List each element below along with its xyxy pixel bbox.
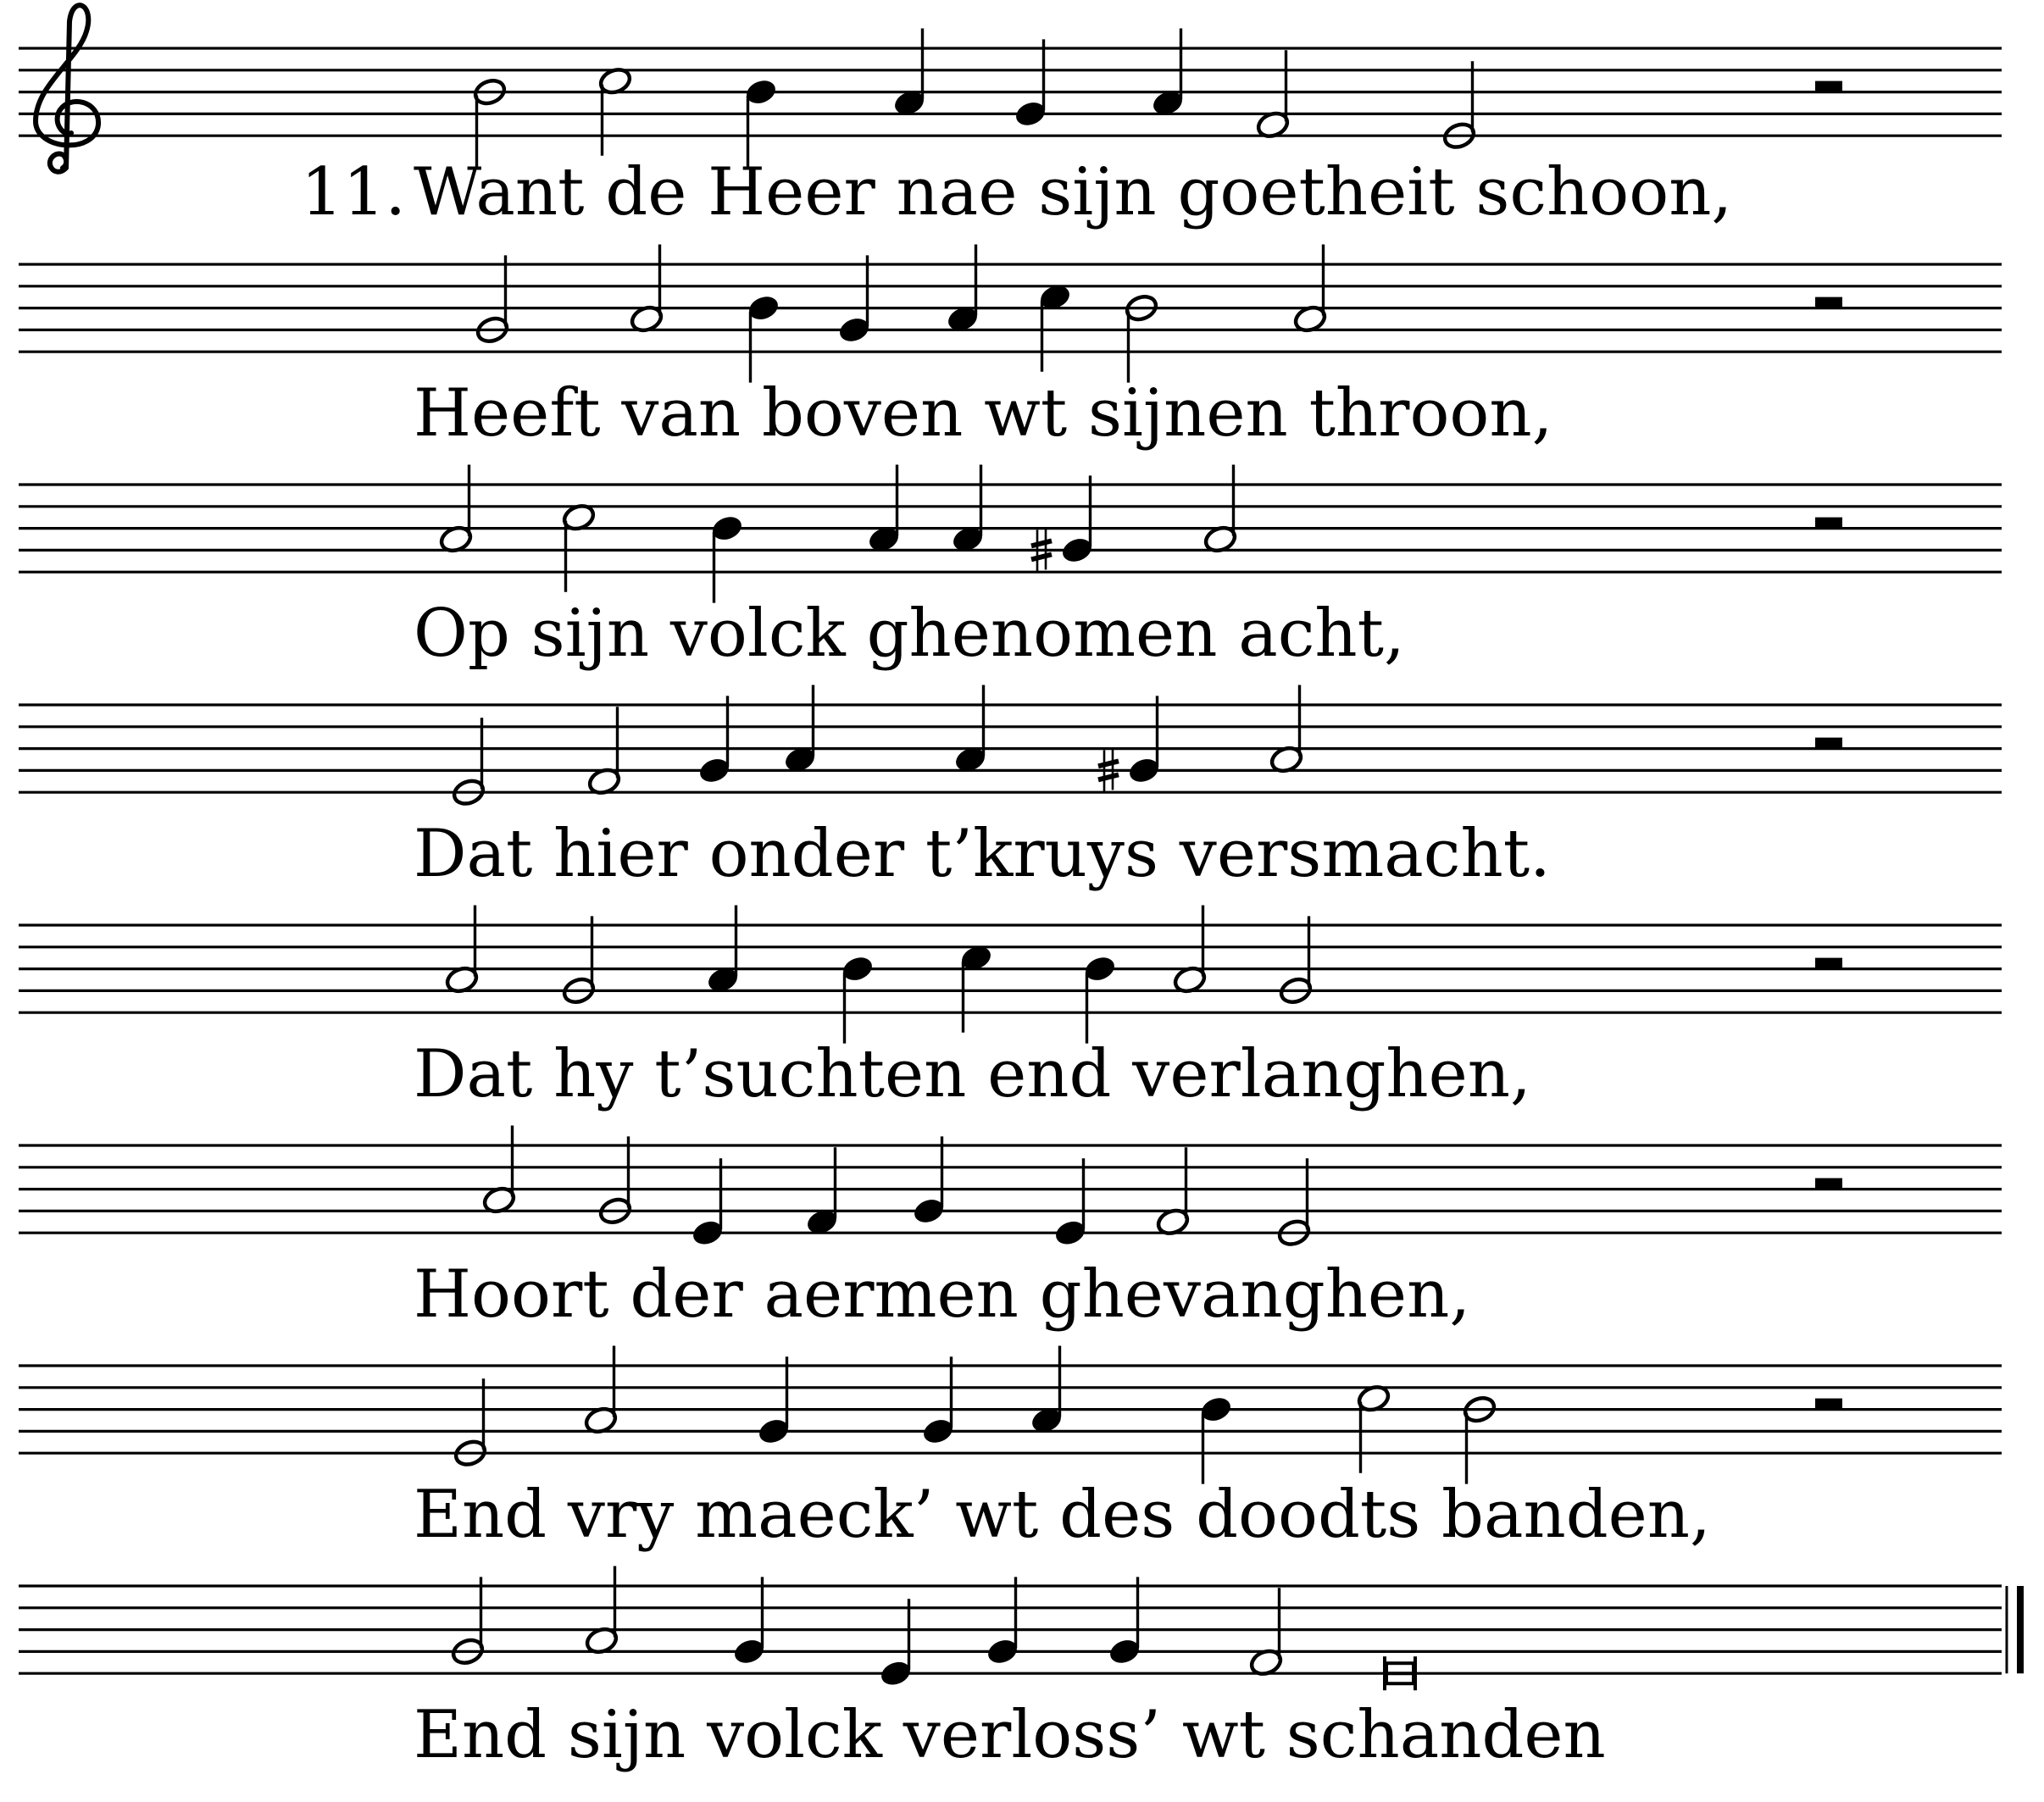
lyric-line: Dat hy t’suchten end verlanghen, [414, 1036, 1531, 1112]
note [1292, 245, 1328, 335]
note [1172, 906, 1208, 995]
note [697, 696, 732, 785]
half-rest-icon [1815, 738, 1842, 749]
note [1203, 465, 1238, 555]
system-7 [19, 1346, 2002, 1554]
note [705, 906, 741, 995]
note [1031, 475, 1095, 572]
note [746, 292, 781, 382]
system-5 [19, 906, 2002, 1113]
note [597, 1136, 633, 1226]
note [690, 1158, 725, 1248]
note [840, 953, 875, 1043]
note [743, 76, 779, 166]
note [878, 1599, 914, 1688]
note [920, 1356, 956, 1446]
note [475, 255, 510, 345]
note [481, 1126, 517, 1216]
note [453, 1378, 488, 1468]
note [629, 245, 664, 335]
lyric-line: End sijn volck verloss’ wt schanden [414, 1697, 1606, 1773]
note [836, 255, 872, 345]
note [804, 1147, 840, 1237]
note [1013, 39, 1048, 129]
note [450, 1577, 486, 1666]
system-6 [19, 1126, 2002, 1333]
note [782, 685, 818, 775]
note [1462, 1394, 1497, 1483]
half-rest-icon [1815, 297, 1842, 308]
note [451, 718, 486, 807]
half-rest-icon [1815, 1399, 1842, 1410]
note [1356, 1383, 1391, 1473]
note [472, 76, 508, 166]
note [1441, 61, 1477, 151]
system-8 [19, 1566, 2020, 1774]
note [1053, 1158, 1088, 1248]
lyric-line: Want de Heer nae sijn goetheit schoon, [414, 154, 1733, 230]
system-4 [19, 685, 2002, 893]
system-3 [19, 465, 2002, 673]
note [1198, 1394, 1234, 1483]
half-rest-icon [1815, 958, 1842, 969]
note [586, 707, 622, 796]
half-rest-icon [1815, 1178, 1842, 1189]
note [731, 1577, 767, 1666]
treble-clef-stroke [36, 5, 98, 172]
note [561, 916, 597, 1006]
note [950, 465, 986, 555]
half-rest-icon [1815, 81, 1842, 92]
half-rest-icon [1815, 518, 1842, 529]
note [709, 513, 745, 602]
note [1278, 916, 1314, 1006]
lyric-line: Op sijn volck ghenomen acht, [414, 596, 1405, 672]
note [911, 1136, 947, 1226]
note [1255, 50, 1291, 140]
note [1037, 282, 1073, 372]
note [1107, 1577, 1142, 1666]
note [985, 1577, 1020, 1666]
lyric-line: Heeft van boven wt sijnen throon, [414, 375, 1553, 452]
note [1150, 29, 1186, 119]
note [1098, 696, 1162, 792]
note [958, 943, 994, 1033]
note [1385, 1656, 1415, 1690]
note [866, 465, 902, 555]
lyric-line: Dat hier onder t’kruys versmacht. [414, 816, 1551, 892]
note [1029, 1346, 1064, 1436]
note [1269, 685, 1304, 775]
note [945, 245, 980, 335]
note [438, 465, 474, 555]
systems [19, 5, 2020, 1773]
note [953, 685, 988, 775]
note [1248, 1588, 1284, 1677]
system-1 [19, 5, 2002, 230]
note [444, 906, 480, 995]
note [1082, 953, 1118, 1043]
note [583, 1346, 619, 1436]
note [1155, 1147, 1191, 1237]
note [597, 66, 633, 156]
note [1124, 292, 1159, 382]
system-2 [19, 245, 2002, 452]
note [584, 1566, 619, 1656]
note [756, 1356, 791, 1446]
treble-clef-icon [36, 5, 98, 172]
note [561, 502, 597, 592]
lyric-line: Hoort der aermen ghevanghen, [414, 1256, 1471, 1333]
note [1276, 1158, 1312, 1248]
verse-number: 11. [301, 154, 407, 230]
note [891, 29, 927, 119]
lyric-line: End vry maeck’ wt des doodts banden, [414, 1477, 1711, 1553]
